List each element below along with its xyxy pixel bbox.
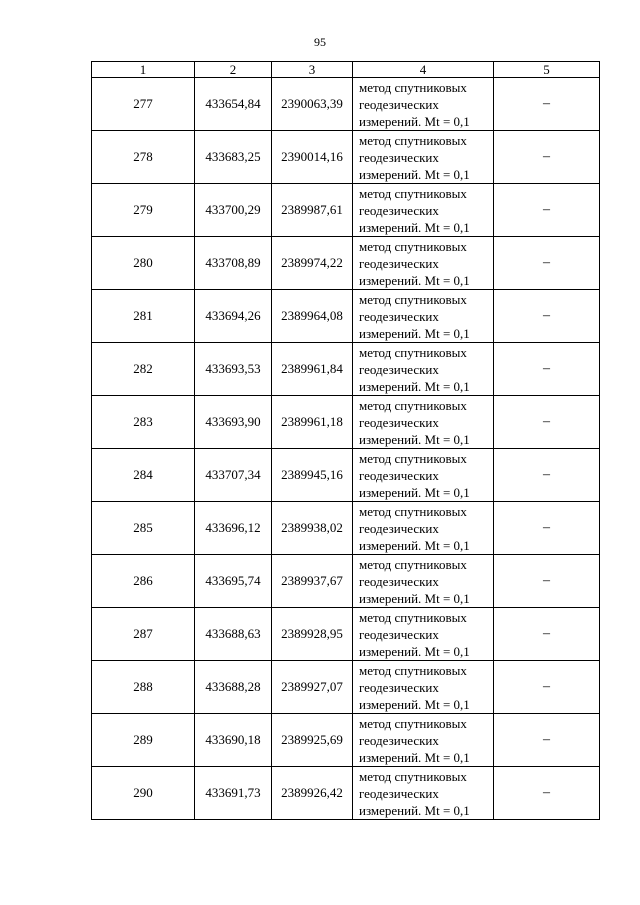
table-row (92, 343, 600, 396)
point-number-cell: 290 (92, 767, 195, 820)
x-coordinate-cell: 433700,29 (195, 184, 272, 237)
column-5-cell: – (494, 184, 600, 237)
method-text-line: измерений. Mt = 0,1 (359, 590, 470, 606)
point-number-cell: 278 (92, 131, 195, 184)
column-5-cell: – (494, 343, 600, 396)
method-text-line: метод спутниковых (359, 291, 467, 307)
y-coordinate-cell: 2389927,07 (272, 661, 353, 714)
method-text-line: измерений. Mt = 0,1 (359, 696, 470, 712)
table-header-row (92, 62, 600, 78)
column-header-1: 1 (92, 62, 195, 78)
point-number-cell: 280 (92, 237, 195, 290)
method-text-line: метод спутниковых (359, 715, 467, 731)
method-text-line: геодезических (359, 255, 439, 271)
method-cell (353, 131, 494, 184)
method-text-line: измерений. Mt = 0,1 (359, 113, 470, 129)
method-text-line: метод спутниковых (359, 185, 467, 201)
method-text-line: измерений. Mt = 0,1 (359, 166, 470, 182)
table-row (92, 396, 600, 449)
method-text-line: геодезических (359, 149, 439, 165)
column-5-cell: – (494, 237, 600, 290)
point-number-cell: 279 (92, 184, 195, 237)
x-coordinate-cell: 433691,73 (195, 767, 272, 820)
x-coordinate-cell: 433688,28 (195, 661, 272, 714)
point-number-cell: 288 (92, 661, 195, 714)
method-text-line: геодезических (359, 308, 439, 324)
column-5-cell: – (494, 608, 600, 661)
method-cell (353, 555, 494, 608)
column-5-cell: – (494, 449, 600, 502)
y-coordinate-cell: 2389926,42 (272, 767, 353, 820)
method-text-line: метод спутниковых (359, 238, 467, 254)
column-header-2: 2 (195, 62, 272, 78)
method-text-line: метод спутниковых (359, 503, 467, 519)
column-header-4: 4 (353, 62, 494, 78)
y-coordinate-cell: 2389974,22 (272, 237, 353, 290)
column-5-cell: – (494, 131, 600, 184)
column-header-3: 3 (272, 62, 353, 78)
y-coordinate-cell: 2389961,18 (272, 396, 353, 449)
column-5-cell: – (494, 290, 600, 343)
method-text-line: геодезических (359, 520, 439, 536)
table-body (92, 78, 600, 820)
method-cell (353, 608, 494, 661)
table-row (92, 290, 600, 343)
method-text-line: метод спутниковых (359, 609, 467, 625)
x-coordinate-cell: 433707,34 (195, 449, 272, 502)
method-cell (353, 78, 494, 131)
table-row (92, 131, 600, 184)
method-text-line: метод спутниковых (359, 556, 467, 572)
method-text-line: геодезических (359, 96, 439, 112)
method-text-line: геодезических (359, 202, 439, 218)
method-cell (353, 449, 494, 502)
column-5-cell: – (494, 767, 600, 820)
point-number-cell: 284 (92, 449, 195, 502)
method-cell (353, 343, 494, 396)
y-coordinate-cell: 2389937,67 (272, 555, 353, 608)
y-coordinate-cell: 2389928,95 (272, 608, 353, 661)
point-number-cell: 282 (92, 343, 195, 396)
column-5-cell: – (494, 396, 600, 449)
x-coordinate-cell: 433696,12 (195, 502, 272, 555)
method-cell (353, 237, 494, 290)
x-coordinate-cell: 433683,25 (195, 131, 272, 184)
column-5-cell: – (494, 502, 600, 555)
method-text-line: метод спутниковых (359, 344, 467, 360)
method-text-line: метод спутниковых (359, 662, 467, 678)
method-text-line: измерений. Mt = 0,1 (359, 802, 470, 818)
x-coordinate-cell: 433693,53 (195, 343, 272, 396)
point-number-cell: 277 (92, 78, 195, 131)
point-number-cell: 281 (92, 290, 195, 343)
method-text-line: метод спутниковых (359, 450, 467, 466)
x-coordinate-cell: 433708,89 (195, 237, 272, 290)
column-5-cell: – (494, 555, 600, 608)
method-text-line: измерений. Mt = 0,1 (359, 272, 470, 288)
y-coordinate-cell: 2390063,39 (272, 78, 353, 131)
y-coordinate-cell: 2389964,08 (272, 290, 353, 343)
method-text-line: геодезических (359, 732, 439, 748)
x-coordinate-cell: 433693,90 (195, 396, 272, 449)
table-row (92, 714, 600, 767)
method-text-line: геодезических (359, 361, 439, 377)
method-text-line: измерений. Mt = 0,1 (359, 325, 470, 341)
method-text-line: геодезических (359, 573, 439, 589)
y-coordinate-cell: 2389945,16 (272, 449, 353, 502)
method-text-line: геодезических (359, 679, 439, 695)
method-cell (353, 661, 494, 714)
method-text-line: измерений. Mt = 0,1 (359, 643, 470, 659)
x-coordinate-cell: 433694,26 (195, 290, 272, 343)
table-row (92, 184, 600, 237)
column-5-cell: – (494, 661, 600, 714)
coordinates-table (91, 61, 600, 820)
table-row (92, 449, 600, 502)
x-coordinate-cell: 433654,84 (195, 78, 272, 131)
method-cell (353, 767, 494, 820)
y-coordinate-cell: 2389961,84 (272, 343, 353, 396)
point-number-cell: 285 (92, 502, 195, 555)
table-row (92, 661, 600, 714)
point-number-cell: 287 (92, 608, 195, 661)
table-row (92, 502, 600, 555)
table-row (92, 78, 600, 131)
method-text-line: метод спутниковых (359, 768, 467, 784)
table-row (92, 555, 600, 608)
method-text-line: геодезических (359, 626, 439, 642)
point-number-cell: 283 (92, 396, 195, 449)
column-header-5: 5 (494, 62, 600, 78)
x-coordinate-cell: 433690,18 (195, 714, 272, 767)
method-cell (353, 396, 494, 449)
y-coordinate-cell: 2390014,16 (272, 131, 353, 184)
table-row (92, 237, 600, 290)
method-cell (353, 290, 494, 343)
method-cell (353, 502, 494, 555)
x-coordinate-cell: 433695,74 (195, 555, 272, 608)
method-cell (353, 184, 494, 237)
x-coordinate-cell: 433688,63 (195, 608, 272, 661)
method-text-line: измерений. Mt = 0,1 (359, 484, 470, 500)
method-text-line: метод спутниковых (359, 132, 467, 148)
column-5-cell: – (494, 714, 600, 767)
table-row (92, 767, 600, 820)
method-text-line: измерений. Mt = 0,1 (359, 219, 470, 235)
method-text-line: измерений. Mt = 0,1 (359, 431, 470, 447)
y-coordinate-cell: 2389925,69 (272, 714, 353, 767)
column-5-cell: – (494, 78, 600, 131)
page-number: 95 (314, 35, 326, 49)
method-text-line: геодезических (359, 467, 439, 483)
method-text-line: геодезических (359, 785, 439, 801)
method-text-line: измерений. Mt = 0,1 (359, 749, 470, 765)
y-coordinate-cell: 2389987,61 (272, 184, 353, 237)
table-row (92, 608, 600, 661)
method-text-line: геодезических (359, 414, 439, 430)
method-text-line: измерений. Mt = 0,1 (359, 537, 470, 553)
point-number-cell: 289 (92, 714, 195, 767)
method-text-line: метод спутниковых (359, 79, 467, 95)
method-text-line: метод спутниковых (359, 397, 467, 413)
y-coordinate-cell: 2389938,02 (272, 502, 353, 555)
point-number-cell: 286 (92, 555, 195, 608)
method-cell (353, 714, 494, 767)
method-text-line: измерений. Mt = 0,1 (359, 378, 470, 394)
